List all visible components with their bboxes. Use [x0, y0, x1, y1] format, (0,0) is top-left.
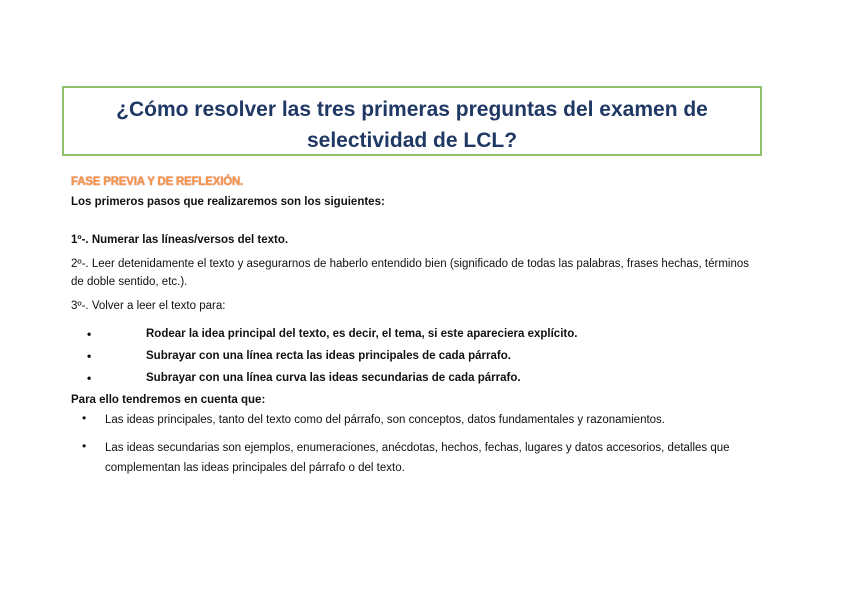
bullet-text: Subrayar con una línea curva las ideas secundarias de cada párrafo.: [146, 372, 521, 384]
intro-text: Los primeros pasos que realizaremos son los siguientes:: [71, 196, 385, 208]
bullet-text: Subrayar con una línea recta las ideas principales de cada párrafo.: [146, 350, 511, 362]
title-box: [62, 86, 762, 156]
section-heading: FASE PREVIA Y DE REFLEXIÓN.: [71, 176, 244, 188]
bullet-icon: •: [87, 327, 92, 341]
bullet-text: Rodear la idea principal del texto, es decir, el tema, si este apareciera explícito.: [146, 328, 578, 340]
bullet-icon: •: [82, 411, 87, 425]
step-2: 2º-. Leer detenidamente el texto y asegurarnos de haberlo entendido bien (significado de todas las palabras, frases hechas, términos de doble sentido, etc.).: [71, 258, 750, 288]
step-3: 3º-. Volver a leer el texto para:: [71, 300, 226, 312]
bullet-icon: •: [87, 371, 92, 385]
note-text: Las ideas secundarias son ejemplos, enumeraciones, anécdotas, hechos, fechas, lugares y datos accesorios, detalles que complementan las ideas principales del párrafo o del texto.: [105, 442, 730, 474]
note-text: Las ideas principales, tanto del texto como del párrafo, son conceptos, datos fundamentales y razonamientos.: [105, 414, 665, 426]
bullet-icon: •: [87, 349, 92, 363]
bullet-icon: •: [82, 439, 87, 453]
title-line-2: selectividad de LCL?: [306, 129, 518, 152]
step-1: 1º-. Numerar las líneas/versos del texto.: [71, 234, 289, 246]
title-line-1: ¿Cómo resolver las tres primeras preguntas del examen de: [116, 98, 708, 121]
note-intro: Para ello tendremos en cuenta que:: [71, 394, 266, 406]
